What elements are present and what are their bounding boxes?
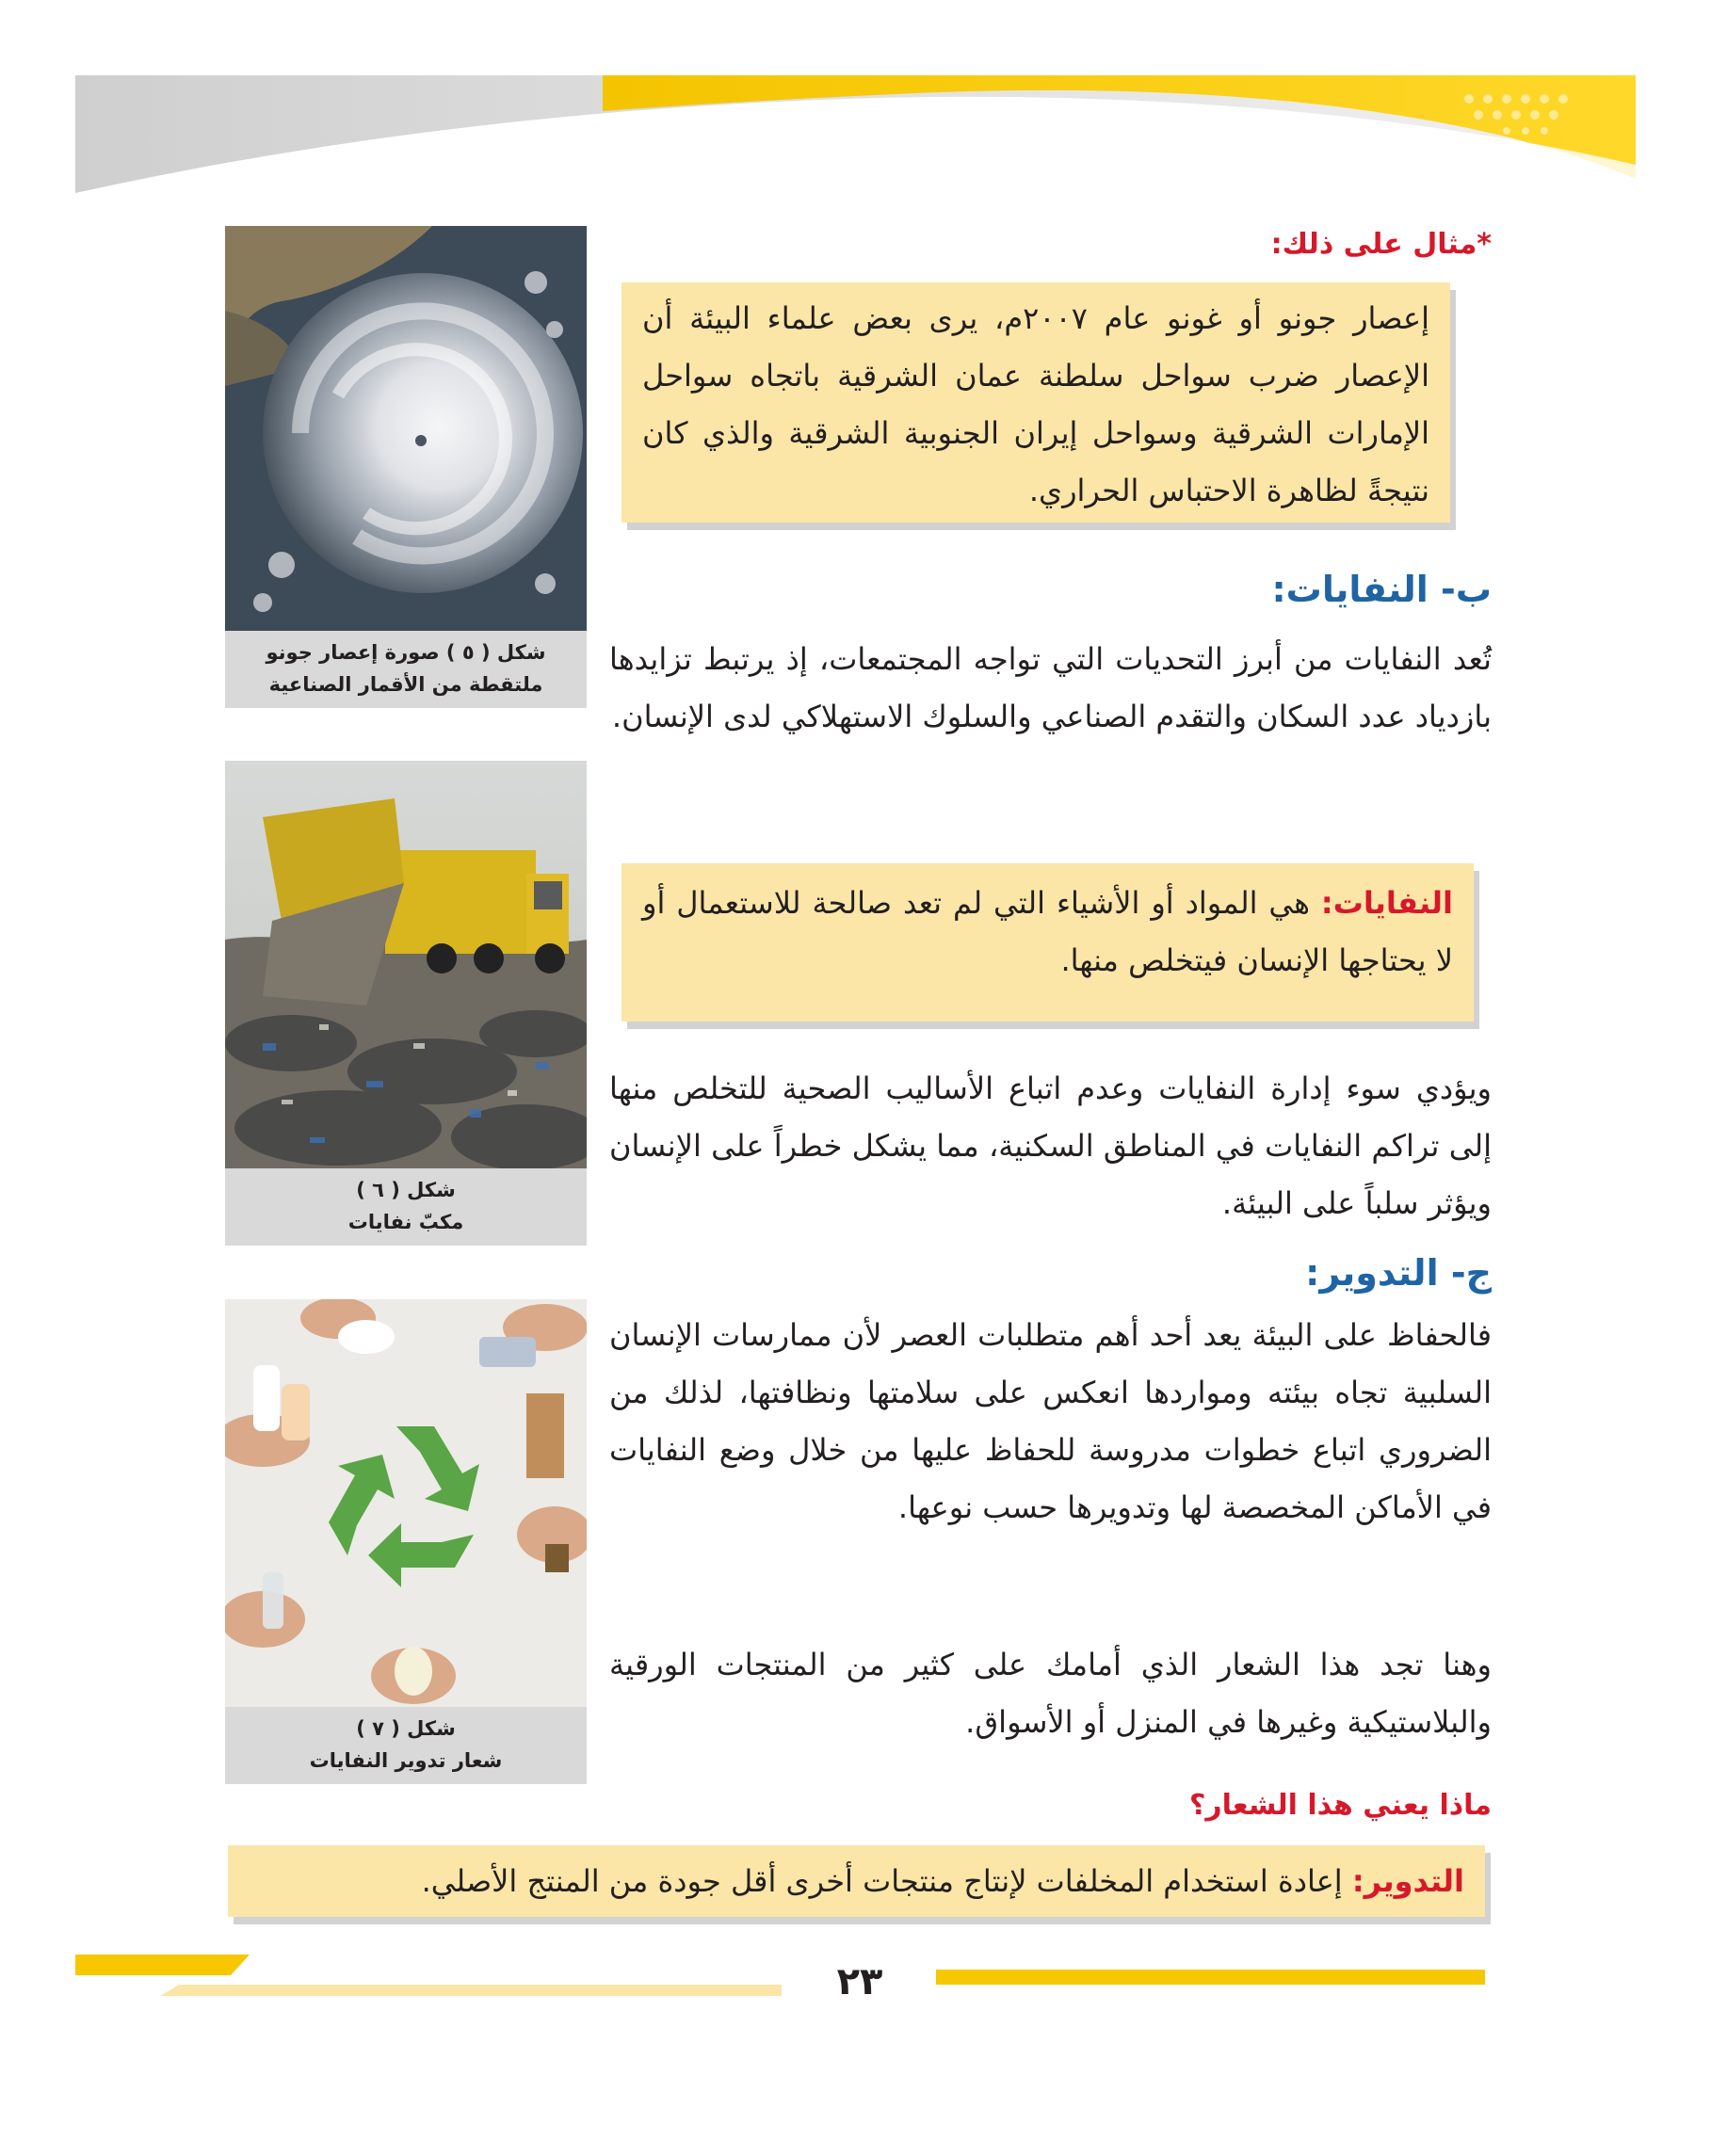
definition-text: إعادة استخدام المخلفات لإنتاج منتجات أخرى أقل جودة من المنتج الأصلي. (421, 1863, 1352, 1899)
section-c-paragraph-2: وهنا تجد هذا الشعار الذي أمامك على كثير من المنتجات الورقية والبلاستيكية وغيرها في المنزل أو الأسواق. (609, 1647, 1492, 1740)
caption-line-2: ملتقطة من الأقمار الصناعية (268, 673, 543, 696)
example-text: إعصار جونو أو غونو عام ٢٠٠٧م، يرى بعض علماء البيئة أن الإعصار ضرب سواحل سلطنة عمان الشرقية باتجاه سواحل الإمارات الشرقية وسواحل إيران الجنوبية الشرقية والذي كان نتيجةً لظاهرة الاحتباس الحراري. (642, 300, 1430, 508)
garbage-truck-landfill-photo (225, 761, 587, 1168)
figure-recycling (225, 1299, 587, 1784)
header-decoration (0, 0, 1711, 217)
example-box (621, 282, 1450, 523)
recycling-symbol-photo (225, 1299, 587, 1707)
page-number: ٢٣ (836, 1960, 883, 2003)
section-c-heading: ج- التدوير: (1305, 1252, 1492, 1294)
logo-question: ماذا يعني هذا الشعار؟ (1188, 1789, 1492, 1822)
section-b-heading: ب- النفايات: (1271, 569, 1492, 610)
figure-cyclone (225, 226, 587, 708)
section-c-paragraph: فالحفاظ على البيئة يعد أحد أهم متطلبات العصر لأن ممارسات الإنسان السلبية تجاه بيئته ومواردها انعكس على سلامتها ونظافتها، لذلك من الضروري اتباع خطوات مدروسة للحفاظ عليها من خلال وضع النفايات في الأماكن المخصصة لها وتدويرها حسب نوعها. (609, 1317, 1492, 1525)
figure-caption (225, 1707, 587, 1784)
satellite-cyclone-photo (225, 226, 587, 631)
caption-line-1: شكل ( ٦ ) (356, 1179, 456, 1201)
caption-line-1: شكل ( ٧ ) (356, 1717, 456, 1740)
caption-line-2: مكبّ نفايات (347, 1211, 464, 1233)
figure-caption (225, 1168, 587, 1246)
definition-term: التدوير: (1351, 1863, 1464, 1899)
section-b-paragraph-2: ويؤدي سوء إدارة النفايات وعدم اتباع الأساليب الصحية للتخلص منها إلى تراكم النفايات في المناطق السكنية، مما يشكل خطراً على الإنسان ويؤثر سلباً على البيئة. (609, 1070, 1492, 1221)
caption-line-2: شعار تدوير النفايات (309, 1749, 503, 1772)
definition-text: هي المواد أو الأشياء التي لم تعد صالحة للاستعمال أو لا يحتاجها الإنسان فيتخلص منها. (642, 885, 1453, 978)
figure-landfill (225, 761, 587, 1246)
section-b-paragraph: تُعد النفايات من أبرز التحديات التي تواجه المجتمعات، إذ يرتبط تزايدها بازدياد عدد السكان والتقدم الصناعي والسلوك الاستهلاكي لدى الإنسان. (609, 641, 1492, 734)
footer-left-bar (75, 1947, 782, 1996)
definition-term: النفايات: (1320, 885, 1453, 921)
caption-line-1: شكل ( ٥ ) صورة إعصار جونو (266, 641, 546, 664)
figure-caption (225, 631, 587, 708)
recycling-definition-box (228, 1845, 1485, 1917)
waste-definition-box (621, 863, 1474, 1022)
footer-right-bar (936, 1970, 1485, 1985)
example-heading: *مثال على ذلك: (1270, 228, 1492, 261)
